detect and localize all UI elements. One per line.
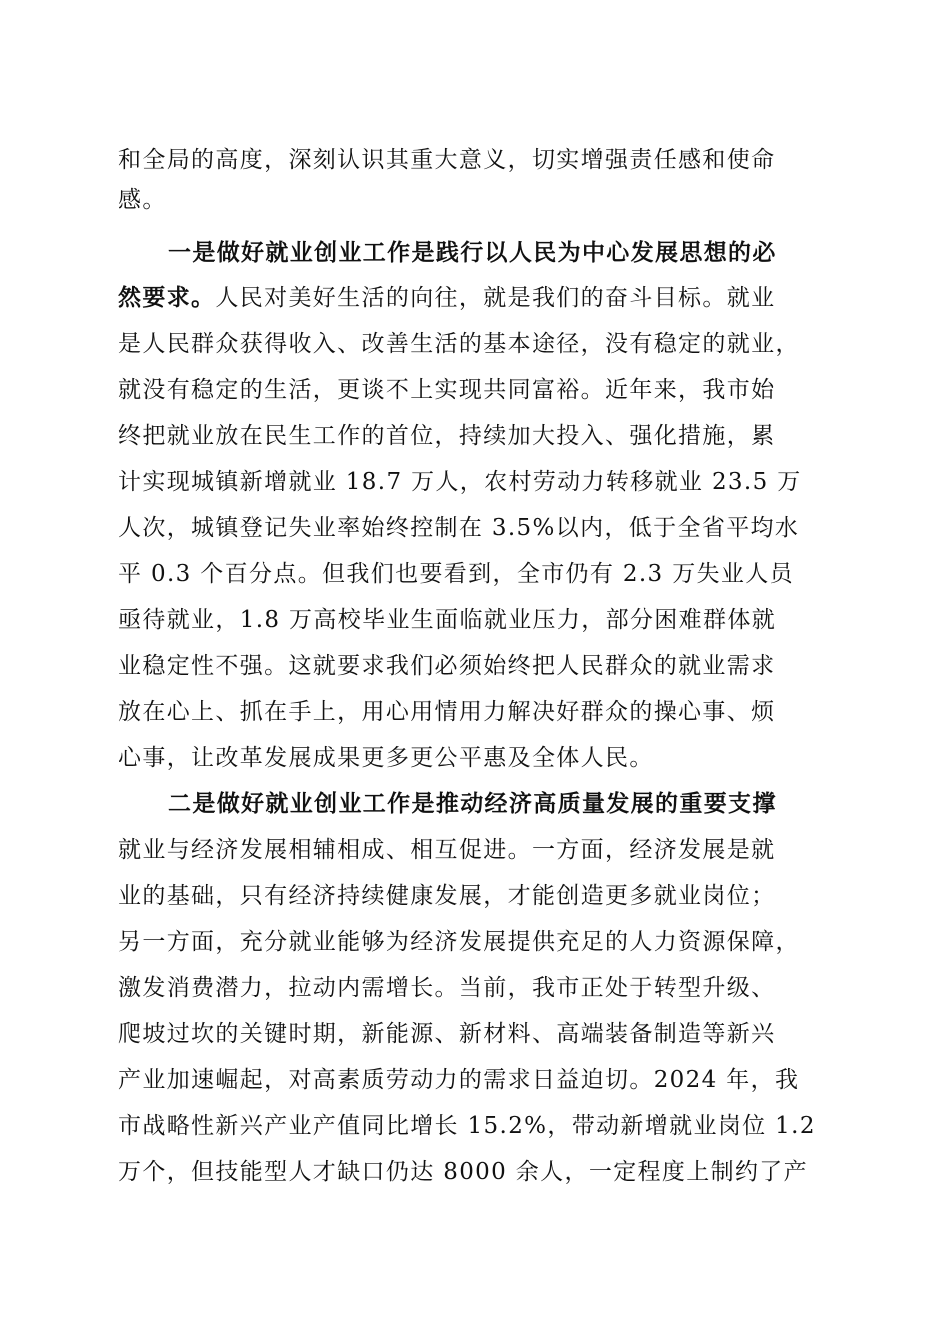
text-line: 放在心上、抓在手上，用心用情用力解决好群众的操心事、烦 (118, 699, 776, 725)
text-line: 感。 (118, 187, 167, 213)
text-line: 心事，让改革发展成果更多更公平惠及全体人民。 (118, 745, 654, 771)
text-line: 爬坡过坎的关键时期，新能源、新材料、高端装备制造等新兴 (118, 1021, 776, 1047)
text-line: 业的基础，只有经济持续健康发展，才能创造更多就业岗位； (118, 883, 776, 909)
text-line: 就没有稳定的生活，更谈不上实现共同富裕。近年来，我市始 (118, 377, 776, 403)
paragraph-heading-1 (118, 233, 777, 273)
heading-text: 二是做好就业创业工作是推动经济高质量发展的重要支撑 (168, 790, 777, 817)
text-line: 和全局的高度，深刻认识其重大意义，切实增强责任感和使命 (118, 147, 776, 173)
body-text-span: 人民对美好生活的向往，就是我们的奋斗目标。就业 (215, 285, 776, 311)
paragraph-heading-2 (118, 784, 777, 824)
text-line: 平 0.3 个百分点。但我们也要看到，全市仍有 2.3 万失业人员 (118, 561, 794, 587)
text-line: 产业加速崛起，对高素质劳动力的需求日益迫切。2024 年，我 (118, 1067, 800, 1093)
text-line: 另一方面，充分就业能够为经济发展提供充足的人力资源保障， (118, 929, 800, 955)
text-line: 激发消费潜力，拉动内需增长。当前，我市正处于转型升级、 (118, 975, 776, 1001)
text-line: 是人民群众获得收入、改善生活的基本途径，没有稳定的就业， (118, 331, 800, 357)
text-line: 人次，城镇登记失业率始终控制在 3.5%以内，低于全省平均水 (118, 515, 800, 541)
text-line: 终把就业放在民生工作的首位，持续加大投入、强化措施，累 (118, 423, 776, 449)
text-line: 计实现城镇新增就业 18.7 万人，农村劳动力转移就业 23.5 万 (118, 469, 802, 495)
text-line: 就业与经济发展相辅相成、相互促进。一方面，经济发展是就 (118, 837, 776, 863)
text-line: 亟待就业，1.8 万高校毕业生面临就业压力，部分困难群体就 (118, 607, 777, 633)
heading-text: 一是做好就业创业工作是践行以人民为中心发展思想的必 (168, 239, 777, 266)
text-line (118, 278, 775, 318)
text-line: 业稳定性不强。这就要求我们必须始终把人民群众的就业需求 (118, 653, 776, 679)
text-line: 万个，但技能型人才缺口仍达 8000 余人，一定程度上制约了产 (118, 1159, 809, 1185)
heading-text: 然要求。 (118, 284, 216, 311)
text-line: 市战略性新兴产业产值同比增长 15.2%，带动新增就业岗位 1.2 (118, 1113, 816, 1139)
